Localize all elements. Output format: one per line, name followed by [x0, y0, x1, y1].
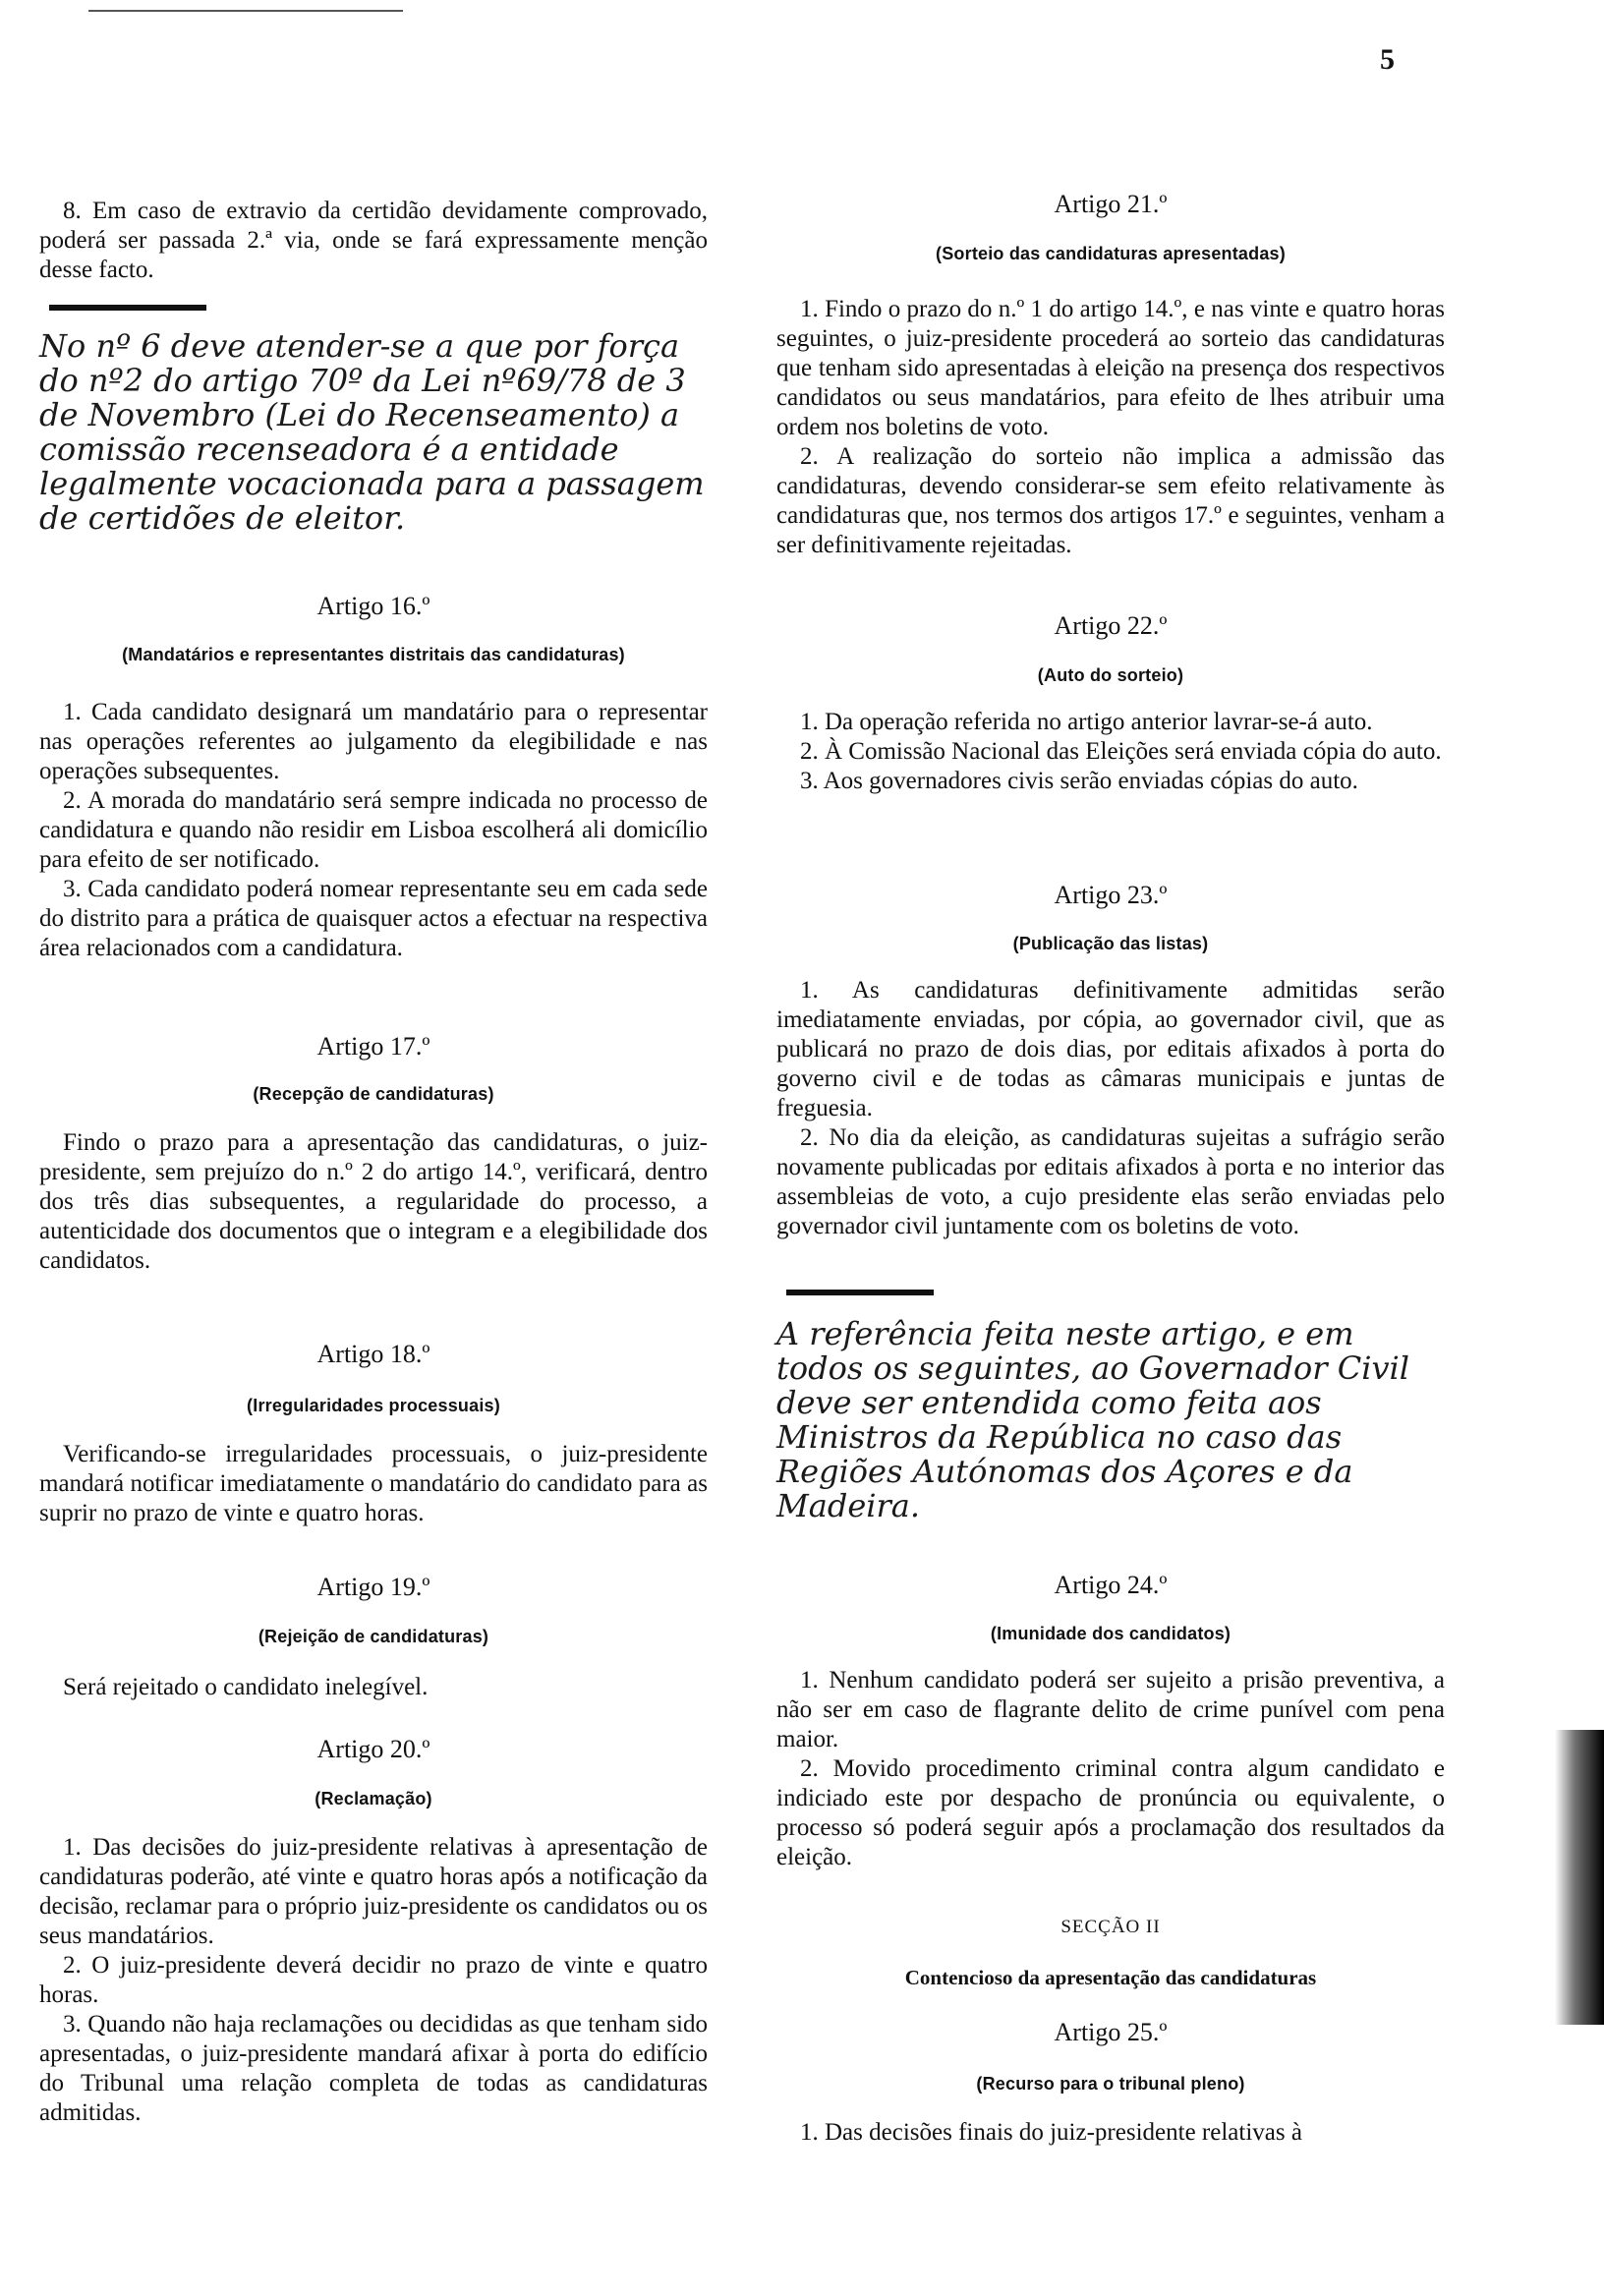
paragraph: 3. Quando não haja reclamações ou decididas as que tenham sido apresentadas, o juiz-presidente mandará afixar à porta do edifício do Tribunal uma relação completa de todas as candidaturas admitidas. [39, 2011, 708, 2126]
article-heading: (Irregularidades processuais) [247, 1396, 500, 1415]
handwritten-note: No nº 6 deve atender-se a que por força do nº2 do artigo 70º da Lei nº69/78 de 3 de Novembro (Lei do Recenseamento) a comissão recenseadora é a entidade legalmente vocacionada para a passagem de certidões de eleitor. [39, 327, 705, 537]
paragraph: 1. Findo o prazo do n.º 1 do artigo 14.º, e nas vinte e quatro horas seguintes, o juiz-presidente procederá ao sorteio das candidaturas que tenham sido apresentadas à eleição na presença dos respectivos candidatos ou seus mandatários, para efeito de lhes atribuir uma ordem nos boletins de voto. [776, 296, 1445, 440]
article-19-body [39, 1673, 708, 1702]
section-label: SECÇÃO II [1060, 1917, 1161, 1937]
article-heading: (Recurso para o tribunal pleno) [976, 2074, 1245, 2094]
article-title: Artigo 17.º [316, 1032, 430, 1061]
article-heading: (Imunidade dos candidatos) [990, 1624, 1232, 1643]
article-heading: (Sorteio das candidaturas apresentadas) [936, 244, 1286, 263]
divider [49, 305, 206, 311]
article-heading: (Recepção de candidaturas) [253, 1084, 494, 1104]
article-title: Artigo 21.º [1054, 190, 1168, 218]
paragraph: 2. A morada do mandatário será sempre indicada no processo de candidatura e quando não residir em Lisboa escolherá ali domicílio para efeito de ser notificado. [39, 787, 708, 873]
article-heading: (Mandatários e representantes distritais das candidaturas) [122, 645, 625, 664]
section-title: Contencioso da apresentação das candidaturas [904, 1966, 1317, 1989]
scan-edge-shadow [1555, 1730, 1604, 2025]
paragraph: 2. À Comissão Nacional das Eleições será enviada cópia do auto. [800, 738, 1442, 765]
article-18-body [39, 1440, 708, 1528]
article-title: Artigo 22.º [1054, 611, 1168, 640]
article-heading: (Auto do sorteio) [1037, 665, 1184, 685]
article-22-body [776, 708, 1445, 796]
paragraph: 1. Cada candidato designará um mandatário para o representar nas operações referentes ao julgamento da elegibilidade e nas operações subsequentes. [39, 699, 708, 784]
article-21-body [776, 295, 1445, 560]
paragraph: 2. No dia da eleição, as candidaturas sujeitas a sufrágio serão novamente publicadas por editais afixados à porta e no interior das assembleias de voto, a cujo presidente elas serão enviadas pelo governador civil juntamente com os boletins de voto. [776, 1124, 1445, 1239]
article-heading: (Reclamação) [315, 1789, 432, 1808]
article-25-body [776, 2118, 1445, 2148]
paragraph: 2. O juiz-presidente deverá decidir no prazo de vinte e quatro horas. [39, 1952, 708, 2008]
paragraph: 1. Das decisões do juiz-presidente relativas à apresentação de candidaturas poderão, até vinte e quatro horas após a notificação da decisão, reclamar para o próprio juiz-presidente os candidatos ou os seus mandatários. [39, 1834, 708, 1949]
scan-artifact-line [88, 10, 403, 12]
article-title: Artigo 23.º [1054, 881, 1168, 909]
article-heading: (Rejeição de candidaturas) [258, 1627, 489, 1646]
article-24-body [776, 1666, 1445, 1872]
article-title: Artigo 24.º [1054, 1571, 1168, 1599]
handwritten-note: A referência feita neste artigo, e em todos os seguintes, ao Governador Civil deve ser entendida como feita aos Ministros da República no caso das Regiões Autónomas dos Açores e da Madeira. [776, 1315, 1410, 1524]
paragraph: Será rejeitado o candidato inelegível. [63, 1674, 429, 1700]
paragraph: 8. Em caso de extravio da certidão devidamente comprovado, poderá ser passada 2.ª via, onde se fará expressamente menção desse facto. [39, 198, 708, 283]
article-20-body [39, 1833, 708, 2128]
article-title: Artigo 20.º [316, 1735, 430, 1763]
page-number: 5 [1380, 43, 1395, 76]
article-title: Artigo 25.º [1054, 2018, 1168, 2046]
paragraph: 3. Cada candidato poderá nomear representante seu em cada sede do distrito para a prática de quaisquer actos a efectuar na respectiva área relacionados com a candidatura. [39, 876, 708, 961]
paragraph: 1. As candidaturas definitivamente admitidas serão imediatamente enviadas, por cópia, ao governador civil, que as publicará no prazo de dois dias, por editais afixados à porta do governo civil e de todas as câmaras municipais e juntas de freguesia. [776, 977, 1445, 1121]
article-heading: (Publicação das listas) [1012, 934, 1209, 953]
paragraph: Verificando-se irregularidades processuais, o juiz-presidente mandará notificar imediatamente o mandatário do candidato para as suprir no prazo de vinte e quatro horas. [39, 1441, 708, 1526]
paragraph: 1. Da operação referida no artigo anterior lavrar-se-á auto. [800, 709, 1373, 735]
item-8 [39, 197, 708, 285]
paragraph: 2. Movido procedimento criminal contra algum candidato e indiciado este por despacho de pronúncia ou equivalente, o processo só poderá seguir após a proclamação dos resultados da eleição. [776, 1755, 1445, 1870]
article-title: Artigo 19.º [316, 1573, 430, 1601]
paragraph: 3. Aos governadores civis serão enviadas cópias do auto. [800, 768, 1358, 794]
article-title: Artigo 18.º [316, 1340, 430, 1368]
article-16-body [39, 698, 708, 963]
paragraph: Findo o prazo para a apresentação das candidaturas, o juiz-presidente, sem prejuízo do n.º 2 do artigo 14.º, verificará, dentro dos três dias subsequentes, a regularidade do processo, a autenticidade dos documentos que o integram e a elegibilidade dos candidatos. [39, 1129, 708, 1274]
divider [786, 1290, 934, 1295]
paragraph: 1. Nenhum candidato poderá ser sujeito a prisão preventiva, a não ser em caso de flagrante delito de crime punível com pena maior. [776, 1667, 1445, 1752]
paragraph: 1. Das decisões finais do juiz-presidente relativas à [800, 2119, 1302, 2146]
article-17-body [39, 1128, 708, 1276]
article-title: Artigo 16.º [316, 592, 430, 620]
article-23-body [776, 976, 1445, 1241]
paragraph: 2. A realização do sorteio não implica a admissão das candidaturas, devendo considerar-se sem efeito relativamente às candidaturas que, nos termos dos artigos 17.º e seguintes, venham a ser definitivamente rejeitadas. [776, 443, 1445, 558]
